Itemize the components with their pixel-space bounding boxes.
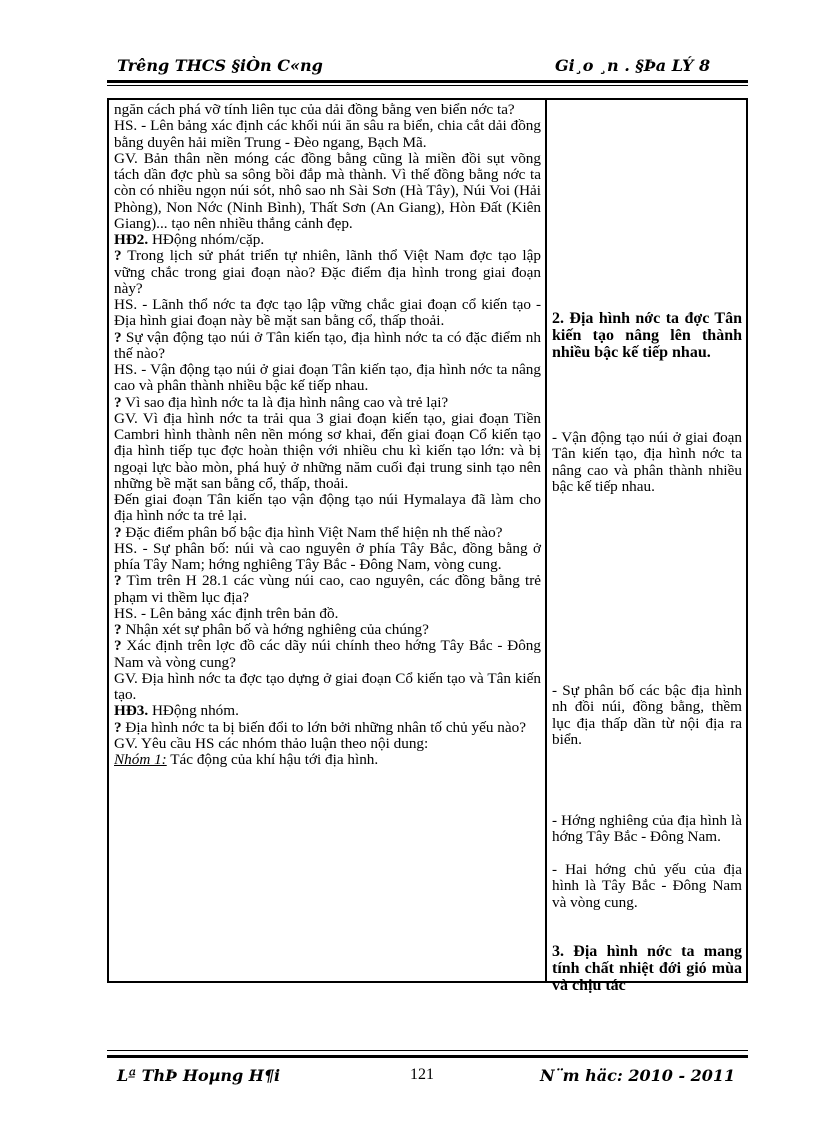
paragraph: GV. Yêu cầu HS các nhóm thảo luận theo nội dung: <box>114 734 429 752</box>
content-point: - Hớng nghiêng của địa hình là hớng Tây Bắc - Đông Nam. <box>552 812 742 846</box>
question-text: Xác định trên lợc đồ các dãy núi chính theo hớng Tây Bắc - Đông Nam và vòng cung? <box>114 637 541 671</box>
paragraph: GV. Địa hình nớc ta đợc tạo dựng ở giai đoạn Cổ kiến tạo và Tân kiến tạo. <box>114 669 541 703</box>
paragraph: GV. Vì địa hình nớc ta trải qua 3 giai đoạn kiến tạo, giai đoạn Tiền Cambri hình thành nên nền móng sơ khai, đến giai đoạn Cổ kiến tạo địa hình tiếp tục đợc hoàn thiện với nhiều chu kì kiến tạo lớn: và bị ngoại lực bào mòn, phá huỷ ở những năm cuối đại trung sinh tạo nên những bề mặt san bằng cổ, thấp, thoải. <box>114 409 541 492</box>
group-task <box>114 752 541 768</box>
question-mark: ? <box>114 718 122 736</box>
header-rule-thin <box>107 85 748 86</box>
paragraph: HS. - Vận động tạo núi ở giai đoạn Tân kiến tạo, địa hình nớc ta nâng cao và phân thành nhiều bậc kế tiếp nhau. <box>114 361 541 395</box>
activity-text: HĐộng nhóm. <box>148 702 239 720</box>
paragraph: HS. - Lãnh thổ nớc ta đợc tạo lập vững chắc giai đoạn cổ kiến tạo - Địa hình giai đoạn này bề mặt san bằng cổ, thấp thoải. <box>114 296 541 330</box>
activity-label: HĐ2. <box>114 231 149 248</box>
paragraph: GV. Bản thân nền móng các đồng bằng cũng là miền đồi sụt võng tách dần đợc phù sa sông bồi đắp mà thành. Vì thế đồng bằng nớc ta còn có nhiều ngọn núi sót, nhô sao nh Sài Sơn (Hà Tây), Núi Voi (Hải Phòng), Non Nớc (Ninh Bình), Thất Sơn (An Giang), Hòn Đất (Kiên Giang)... tạo nên nhiều thắng cảnh đẹp. <box>114 149 541 232</box>
question <box>114 395 541 411</box>
page-footer <box>0 1040 816 1123</box>
footer-rule-thick <box>107 1055 748 1058</box>
question-mark: ? <box>114 523 122 541</box>
question-text: Sự vận động tạo núi ở Tân kiến tạo, địa hình nớc ta có đặc điểm nh thế nào? <box>114 328 541 362</box>
activities-column <box>114 102 541 768</box>
activity-heading <box>114 232 541 248</box>
author-name: Lª ThÞ Hoµng H¶i <box>117 1066 281 1085</box>
footer-rule-thin <box>107 1050 748 1051</box>
question-text: Đặc điểm phân bố bậc địa hình Việt Nam thể hiện nh thế nào? <box>121 523 503 541</box>
question-text: Tìm trên H 28.1 các vùng núi cao, cao nguyên, các đồng bằng trẻ phạm vi thềm lục địa? <box>114 572 541 606</box>
content-point: - Vận động tạo núi ở giai đoạn Tân kiến tạo, địa hình nớc ta nâng cao và phân thành nhiều bậc kế tiếp nhau. <box>552 429 742 495</box>
content-heading-2: 2. Địa hình nớc ta đợc Tân kiến tạo nâng lên thành nhiều bậc kế tiếp nhau. <box>552 310 742 361</box>
content-heading-3: 3. Địa hình nớc ta mang tính chất nhiệt đới gió mùa và chịu tác <box>552 943 742 994</box>
question <box>114 720 541 736</box>
activity-label: HĐ3. <box>114 702 149 720</box>
question <box>114 248 541 297</box>
page-header <box>0 0 816 100</box>
question-mark: ? <box>114 621 122 638</box>
question <box>114 525 541 541</box>
group-label: Nhóm 1: <box>114 751 167 768</box>
question-mark: ? <box>114 637 122 655</box>
question <box>114 573 541 606</box>
subject-title: Gi¸o ¸n . §Þa LÝ 8 <box>555 56 711 75</box>
content-point: - Sự phân bố các bậc địa hình nh đồi núi, đồng bằng, thềm lục địa thấp dần từ nội địa ra biển. <box>552 682 742 748</box>
question-mark: ? <box>114 393 122 411</box>
question-mark: ? <box>114 328 122 346</box>
paragraph: ngăn cách phá vỡ tính liên tục của dải đồng bằng ven biển nớc ta? <box>114 101 515 118</box>
school-year: N¨m häc: 2010 - 2011 <box>540 1066 736 1085</box>
paragraph: HS. - Lên bảng xác định trên bản đồ. <box>114 604 339 622</box>
header-rule-thick <box>107 80 748 83</box>
page-number: 121 <box>410 1066 434 1083</box>
activity-text: HĐộng nhóm/cặp. <box>148 231 265 248</box>
question-text: Vì sao địa hình nớc ta là địa hình nâng cao và trẻ lại? <box>121 393 449 411</box>
paragraph: HS. - Sự phân bố: núi và cao nguyên ở phía Tây Bắc, đồng bằng ở phía Tây Nam; hớng nghiêng Tây Bắc - Đông Nam, vòng cung. <box>114 539 541 573</box>
content-point: - Hai hớng chủ yếu của địa hình là Tây Bắc - Đông Nam và vòng cung. <box>552 861 742 911</box>
question-mark: ? <box>114 572 122 590</box>
group-text: Tác động của khí hậu tới địa hình. <box>166 751 379 768</box>
question-text: Nhận xét sự phân bố và hớng nghiêng của chúng? <box>121 621 429 638</box>
question-mark: ? <box>114 247 122 265</box>
activity-heading <box>114 703 541 719</box>
column-divider <box>545 98 547 983</box>
school-name: Trêng THCS §iÒn C«ng <box>117 56 323 75</box>
question-text: Trong lịch sử phát triển tự nhiên, lãnh thổ Việt Nam đợc tạo lập vững chắc trong giai đoạn nào? Đặc điểm địa hình trong giai đoạn này? <box>114 247 541 297</box>
question <box>114 638 541 671</box>
paragraph: Đến giai đoạn Tân kiến tạo vận động tạo núi Hymalaya đã làm cho địa hình nớc ta trẻ lại. <box>114 491 541 525</box>
question-text: Địa hình nớc ta bị biến đổi to lớn bởi những nhân tố chủ yếu nào? <box>121 718 526 736</box>
question <box>114 622 541 638</box>
question <box>114 330 541 363</box>
paragraph: HS. - Lên bảng xác định các khối núi ăn sâu ra biển, chia cắt dải đồng bằng duyên hải miền Trung - Đèo ngang, Bạch Mã. <box>114 117 541 151</box>
